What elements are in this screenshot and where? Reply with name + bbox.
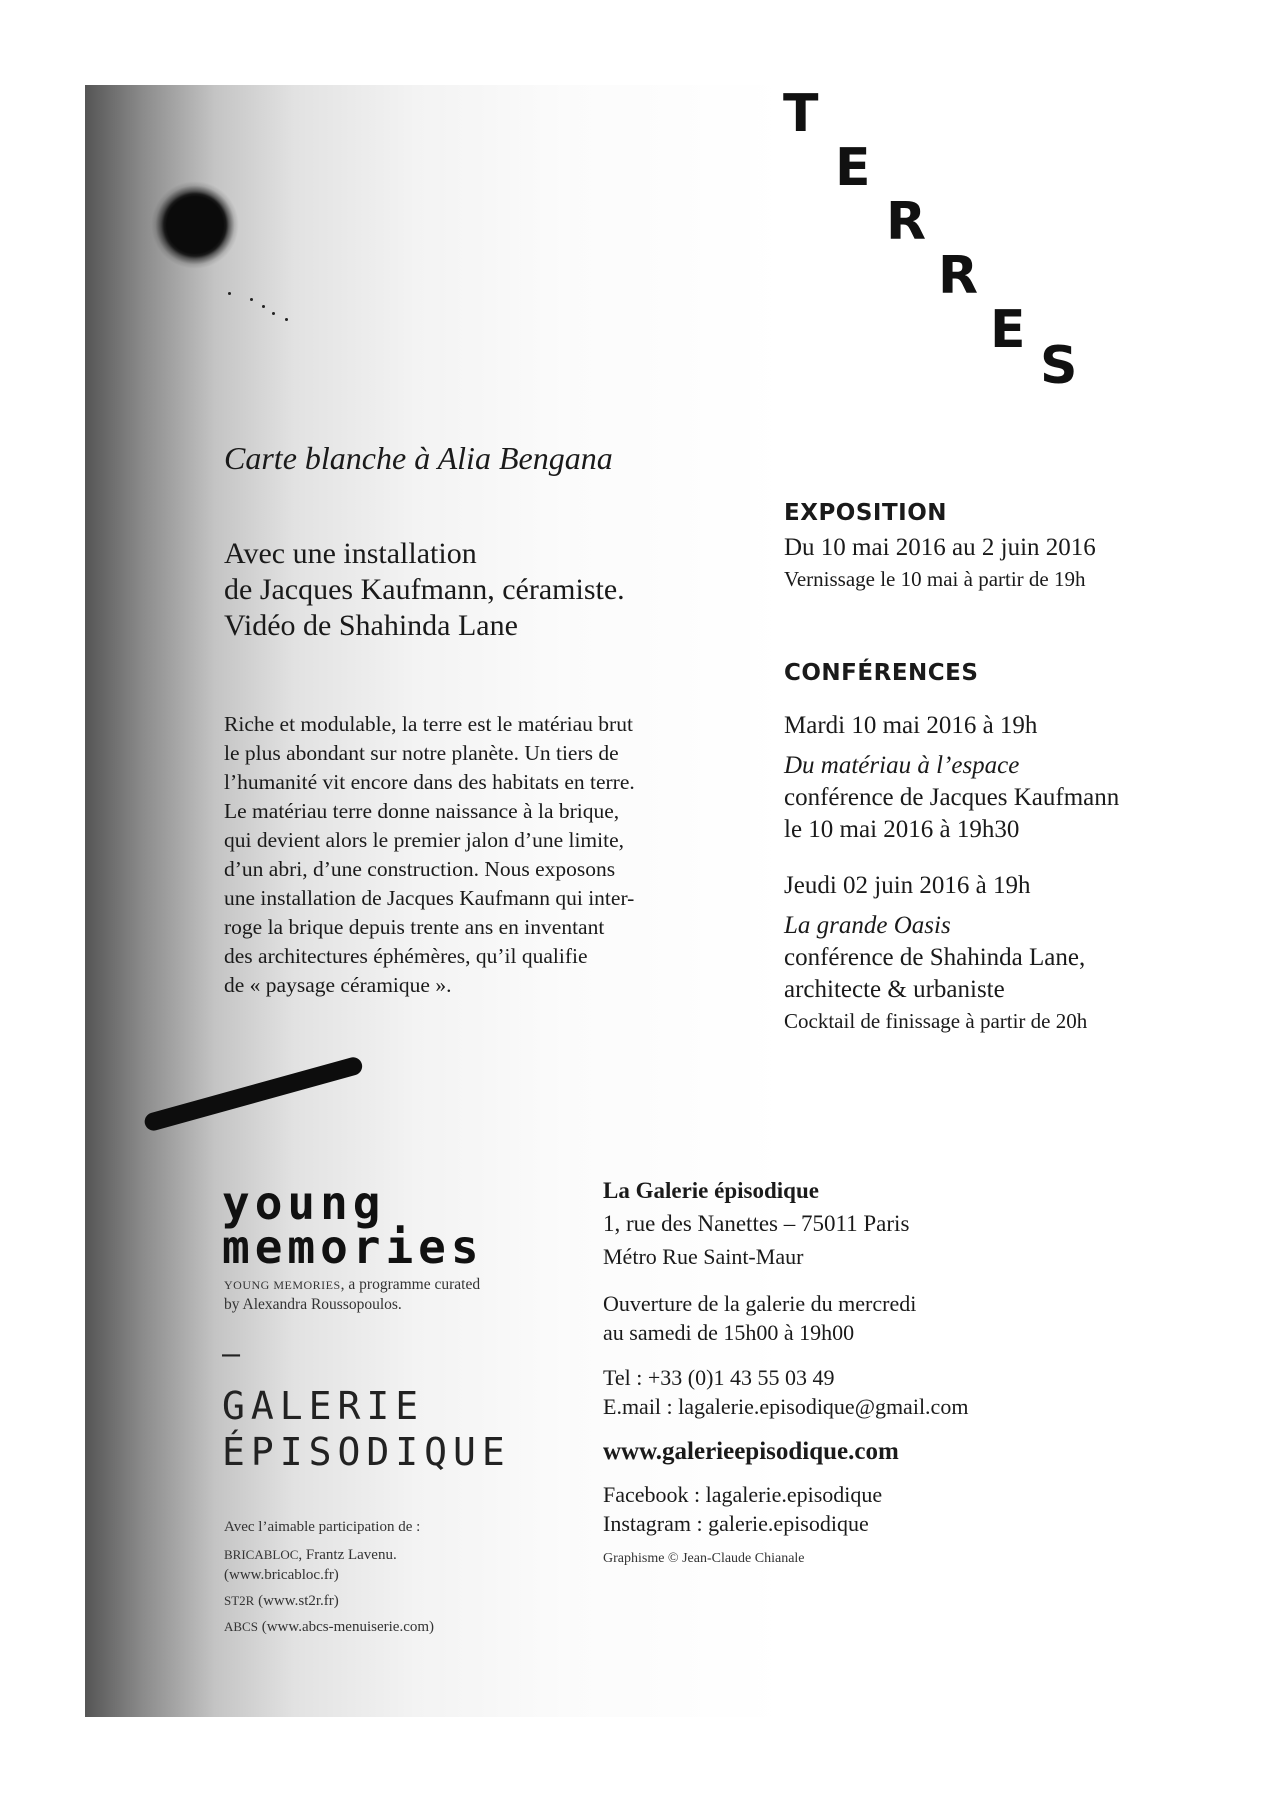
partner-detail: (www.abcs-menuiserie.com) [257,1619,435,1635]
young-memories-credit [224,1275,480,1314]
partner-name: ABCS [224,1619,258,1634]
gallery-name: La Galerie épisodique [603,1178,819,1203]
conference-2-title: La grande Oasis [784,912,951,939]
young-memories-logo-line2: memories [222,1220,484,1274]
title-letter: R [886,192,927,252]
body-line: roge la brique depuis trente ans en inventant [224,915,605,939]
partner-name: ST2R [224,1593,255,1608]
conference-1-line: conférence de Jacques Kaufmann [784,784,1120,811]
young-memories-logo-line1: young [222,1176,386,1230]
spray-speck [228,292,231,295]
gallery-email: E.mail : lagalerie.episodique@gmail.com [603,1394,969,1419]
partner-st2r [224,1591,434,1611]
body-line: l’humanité vit encore dans des habitats en terre. [224,770,635,794]
gallery-website: www.galerieepisodique.com [603,1438,899,1465]
installation-lead [224,536,625,644]
spray-speck [262,305,265,308]
title-letter: E [835,138,871,198]
opening-hours-line: Ouverture de la galerie du mercredi [603,1291,917,1316]
conference-1-line: le 10 mai 2016 à 19h30 [784,816,1020,843]
conference-2 [784,870,1119,1036]
body-line: le plus abondant sur notre planète. Un tiers de [224,741,619,765]
credit-rest: , a programme curated [340,1276,481,1293]
conferences-heading: CONFÉRENCES [784,660,979,686]
spray-speck [250,298,253,301]
body-line: des architectures éphémères, qu’il qualifie [224,944,588,968]
description-paragraph [224,710,635,1000]
gallery-facebook: Facebook : lagalerie.episodique [603,1482,883,1507]
gallery-metro: Métro Rue Saint-Maur [603,1244,804,1269]
conference-1-date: Mardi 10 mai 2016 à 19h [784,712,1038,739]
conference-2-date: Jeudi 02 juin 2016 à 19h [784,872,1031,899]
contact-section [603,1176,968,1568]
gallery-instagram: Instagram : galerie.episodique [603,1511,869,1536]
partner-detail: (www.st2r.fr) [254,1593,339,1609]
lead-line: Avec une installation [224,537,477,570]
partners-intro: Avec l’aimable participation de : [224,1519,421,1535]
carte-blanche-heading: Carte blanche à Alia Bengana [224,440,613,476]
lead-line: de Jacques Kaufmann, céramiste. [224,573,625,606]
galerie-logo [222,1383,511,1475]
exposition-heading: EXPOSITION [784,500,948,526]
title-letter: R [938,246,979,306]
title-letter: T [783,84,819,144]
body-line: Le matériau terre donne naissance à la brique, [224,799,620,823]
partner-bricabloc [224,1545,434,1565]
conferences-section [784,660,1119,1036]
body-line: une installation de Jacques Kaufmann qui inter- [224,886,635,910]
body-line: d’un abri, d’une construction. Nous exposons [224,857,616,881]
opening-hours-line: au samedi de 15h00 à 19h00 [603,1320,855,1345]
vernissage-info: Vernissage le 10 mai à partir de 19h [784,567,1086,591]
partner-url: (www.bricabloc.fr) [224,1567,339,1583]
body-line: qui devient alors le premier jalon d’une limite, [224,828,625,852]
galerie-logo-line1: GALERIE [222,1384,425,1428]
body-line: de « paysage céramique ». [224,973,452,997]
conference-2-line: conférence de Shahinda Lane, [784,944,1086,971]
exposition-dates: Du 10 mai 2016 au 2 juin 2016 [784,534,1096,561]
title-letter: S [1040,336,1078,396]
conference-1-title: Du matériau à l’espace [784,752,1020,779]
body-line: Riche et modulable, la terre est le matériau brut [224,712,633,736]
spray-dot [145,175,245,275]
galerie-logo-dash: – [222,1337,247,1372]
partners-section [224,1517,434,1637]
credit-line: by Alexandra Roussopoulos. [224,1296,402,1313]
gallery-address: 1, rue des Nanettes – 75011 Paris [603,1211,910,1236]
exposition-section [784,500,1096,594]
spray-speck [272,312,275,315]
spray-speck [285,318,288,321]
lead-line: Vidéo de Shahinda Lane [224,609,518,642]
credit-line [224,1275,480,1295]
conference-1 [784,710,1119,846]
galerie-logo-line2: ÉPISODIQUE [222,1430,511,1474]
partner-abcs [224,1617,434,1637]
title-letter: E [990,300,1026,360]
graphisme-credit: Graphisme © Jean-Claude Chianale [603,1551,805,1566]
credit-smallcaps: YOUNG MEMORIES [224,1278,341,1292]
partner-name: BRICABLOC [224,1547,299,1562]
partner-detail: , Frantz Lavenu. [298,1547,397,1563]
conference-2-line: architecte & urbaniste [784,976,1005,1003]
cocktail-info: Cocktail de finissage à partir de 20h [784,1009,1088,1033]
gallery-phone: Tel : +33 (0)1 43 55 03 49 [603,1365,835,1390]
